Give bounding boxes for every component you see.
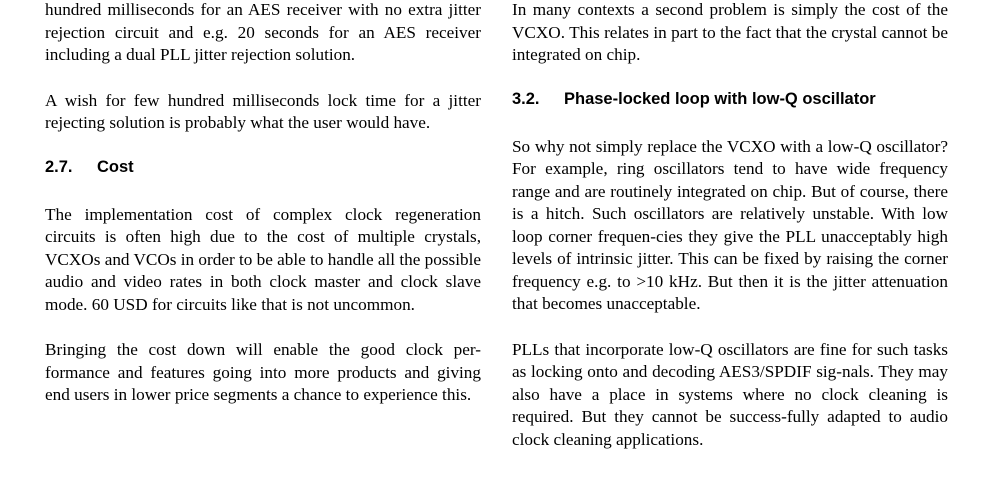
paragraph-cost-down: Bringing the cost down will enable the good clock per-formance and features going into more products and giving end users in lower price segments a chance to experience this. [45,340,481,404]
section-heading-cost [45,156,481,178]
left-column [45,0,481,407]
section-number: 3.2. [512,89,540,108]
section-heading-pll-low-q [512,88,948,110]
section-number: 2.7. [45,157,73,176]
section-title: Cost [97,157,134,176]
paragraph-implementation-cost: The implementation cost of complex clock regeneration circuits is often high due to the cost of multiple crystals, VCXOs and VCOs in order to be able to handle all the possible audio and video rates in both clock master and clock slave mode. 60 USD for circuits like that is not uncommon. [45,204,481,314]
paragraph-lock-time: hundred milliseconds for an AES receiver with no extra jitter rejection circuit and e.g. 20 seconds for an AES receiver including a dual PLL jitter rejection solution. [45,0,481,64]
section-title: Phase-locked loop with low-Q oscillator [564,89,876,108]
paragraph-low-q-plls: PLLs that incorporate low-Q oscillators are fine for such tasks as locking onto and decoding AES3/SPDIF sig-nals. They may also have a place in systems where no clock cleaning is required. But they cannot be success-fully adapted to audio clock cleaning applications. [512,339,948,449]
paragraph-vcxo-cost: In many contexts a second problem is simply the cost of the VCXO. This relates in part to the fact that the crystal cannot be integrated on chip. [512,0,948,64]
right-column [512,0,948,451]
paragraph-lock-wish: A wish for few hundred milliseconds lock time for a jitter rejecting solution is probably what the user would have. [45,90,481,132]
paragraph-replace-vcxo: So why not simply replace the VCXO with a low-Q oscillator? For example, ring oscillators tend to have wide frequency range and are routinely integrated on chip. But of course, there is a hitch. Such oscillators are relatively unstable. With low loop corner frequen-cies they give the PLL unacceptably high levels of intrinsic jitter. This can be fixed by raising the corner frequency e.g. to >10 kHz. But then it is the jitter attenuation that becomes unacceptable. [512,136,948,313]
